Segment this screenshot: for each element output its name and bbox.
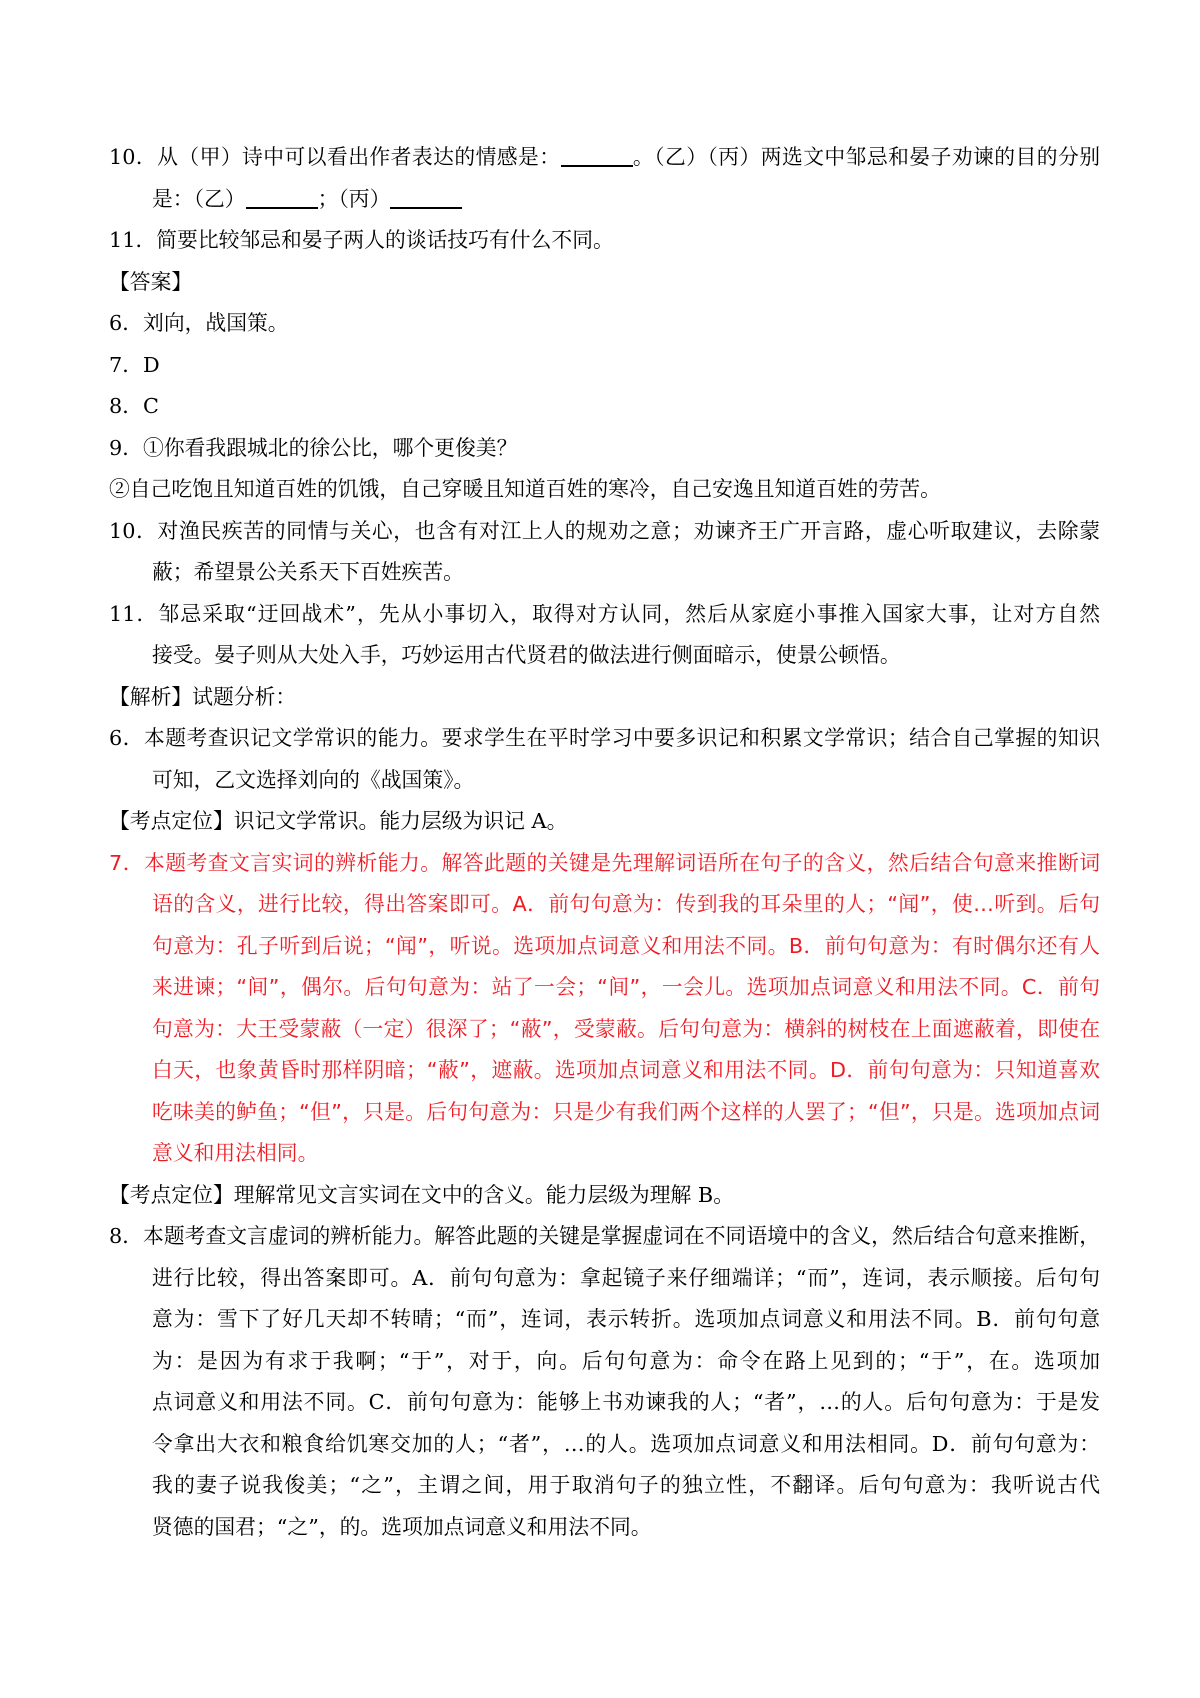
question-11: 11．简要比较邹忌和晏子两人的谈话技巧有什么不同。 <box>109 228 614 252</box>
analysis-8-line-3: 意为：雪下了好几天却不转晴；“而”，连词，表示转折。选项加点词意义和用法不同。B．前句句意 <box>152 1307 1100 1331</box>
answer-9-line-1: 9．①你看我跟城北的徐公比，哪个更俊美？ <box>109 435 518 460</box>
question-10-line-2 <box>152 179 1100 221</box>
analysis-6-line-1: 6．本题考查识记文学常识的能力。要求学生在平时学习中要多识记和积累文学常识；结合自己掌握的知识 <box>109 726 1100 750</box>
analysis-7-line-1: 7．本题考查文言实词的辨析能力。解答此题的关键是先理解词语所在句子的含义，然后结合句意来推断词 <box>109 850 1100 875</box>
answer-heading: 【答案】 <box>109 269 193 294</box>
page-content <box>109 137 1100 1548</box>
analysis-7-line-4: 来进谏；“间”，偶尔。后句句意为：站了一会；“间”，一会儿。选项加点词意义和用法不同。C．前句 <box>152 975 1100 999</box>
analysis-7-line-2: 语的含义，进行比较，得出答案即可。A．前句句意为：传到我的耳朵里的人；“闻”，使…听到。后句 <box>152 892 1100 916</box>
analysis-7-line-6: 白天，也象黄昏时那样阴暗；“蔽”，遮蔽。选项加点词意义和用法不同。D．前句句意为：只知道喜欢 <box>152 1058 1100 1082</box>
answer-blank-yi <box>246 187 318 209</box>
analysis-6-line-2: 可知，乙文选择刘向的《战国策》。 <box>152 767 475 792</box>
answer-6: 6．刘向，战国策。 <box>109 311 289 335</box>
answer-blank-bing <box>390 187 462 209</box>
key-point-7: 【考点定位】理解常见文言实词在文中的含义。能力层级为理解 B。 <box>109 1182 735 1207</box>
analysis-8-line-4: 为：是因为有求于我啊；“于”，对于，向。后句句意为：命令在路上见到的；“于”，在。选项加 <box>152 1348 1100 1373</box>
analysis-8-line-8: 贤德的国君；“之”，的。选项加点词意义和用法不同。 <box>152 1514 652 1539</box>
answer-9-line-2: ②自己吃饱且知道百姓的饥饿，自己穿暖且知道百姓的寒冷，自己安逸且知道百姓的劳苦。 <box>109 477 941 501</box>
answer-7: 7．D <box>109 352 160 377</box>
question-10-label-bing: ；（丙） <box>317 186 391 211</box>
answer-blank-emotion <box>561 145 633 167</box>
answer-10-line-2: 蔽；希望景公关系天下百姓疾苦。 <box>152 560 464 584</box>
key-point-6: 【考点定位】识记文学常识。能力层级为识记 A。 <box>109 809 568 833</box>
analysis-heading: 【解析】试题分析： <box>109 684 297 709</box>
question-10-line-1 <box>109 137 1100 179</box>
analysis-8-line-2: 进行比较，得出答案即可。A．前句句意为：拿起镜子来仔细端详；“而”，连词，表示顺接。后句句 <box>152 1265 1100 1290</box>
answer-8: 8．C <box>109 394 159 418</box>
analysis-8-line-6: 令拿出大衣和粮食给饥寒交加的人；“者”，…的人。选项加点词意义和用法相同。D．前句句意为： <box>152 1431 1100 1456</box>
answer-11-line-1: 11．邹忌采取“迂回战术”，先从小事切入，取得对方认同，然后从家庭小事推入国家大事，让对方自然 <box>109 601 1100 626</box>
question-10-text-after-blank: 。（乙）（丙）两选文中邹忌和晏子劝谏的目的分别 <box>632 145 1100 169</box>
analysis-7-line-5: 句意为：大王受蒙蔽（一定）很深了；“蔽”，受蒙蔽。后句句意为：横斜的树枝在上面遮蔽着，即使在 <box>152 1016 1100 1041</box>
analysis-7-line-3: 句意为：孔子听到后说；“闻”，听说。选项加点词意义和用法不同。B．前句句意为：有时偶尔还有人 <box>152 933 1100 958</box>
analysis-8-line-5: 点词意义和用法不同。C．前句句意为：能够上书劝谏我的人；“者”，…的人。后句句意为：于是发 <box>152 1390 1100 1414</box>
analysis-8-line-7: 我的妻子说我俊美；“之”，主谓之间，用于取消句子的独立性，不翻译。后句句意为：我听说古代 <box>152 1473 1100 1497</box>
question-10-label-yi: 是：（乙） <box>152 186 246 211</box>
question-10-text-before-blank: 10．从（甲）诗中可以看出作者表达的情感是： <box>109 145 561 169</box>
analysis-7-line-8: 意义和用法相同。 <box>152 1141 319 1165</box>
analysis-7-line-7: 吃味美的鲈鱼；“但”，只是。后句句意为：只是少有我们两个这样的人罢了；“但”，只是。选项加点词 <box>152 1099 1100 1124</box>
answer-10-line-1: 10．对渔民疾苦的同情与关心，也含有对江上人的规劝之意；劝谏齐王广开言路，虚心听取建议，去除蒙 <box>109 518 1100 543</box>
answer-11-line-2: 接受。晏子则从大处入手，巧妙运用古代贤君的做法进行侧面暗示，使景公顿悟。 <box>152 643 901 667</box>
analysis-8-line-1: 8．本题考查文言虚词的辨析能力。解答此题的关键是掌握虚词在不同语境中的含义，然后结合句意来推断， <box>109 1224 1100 1248</box>
